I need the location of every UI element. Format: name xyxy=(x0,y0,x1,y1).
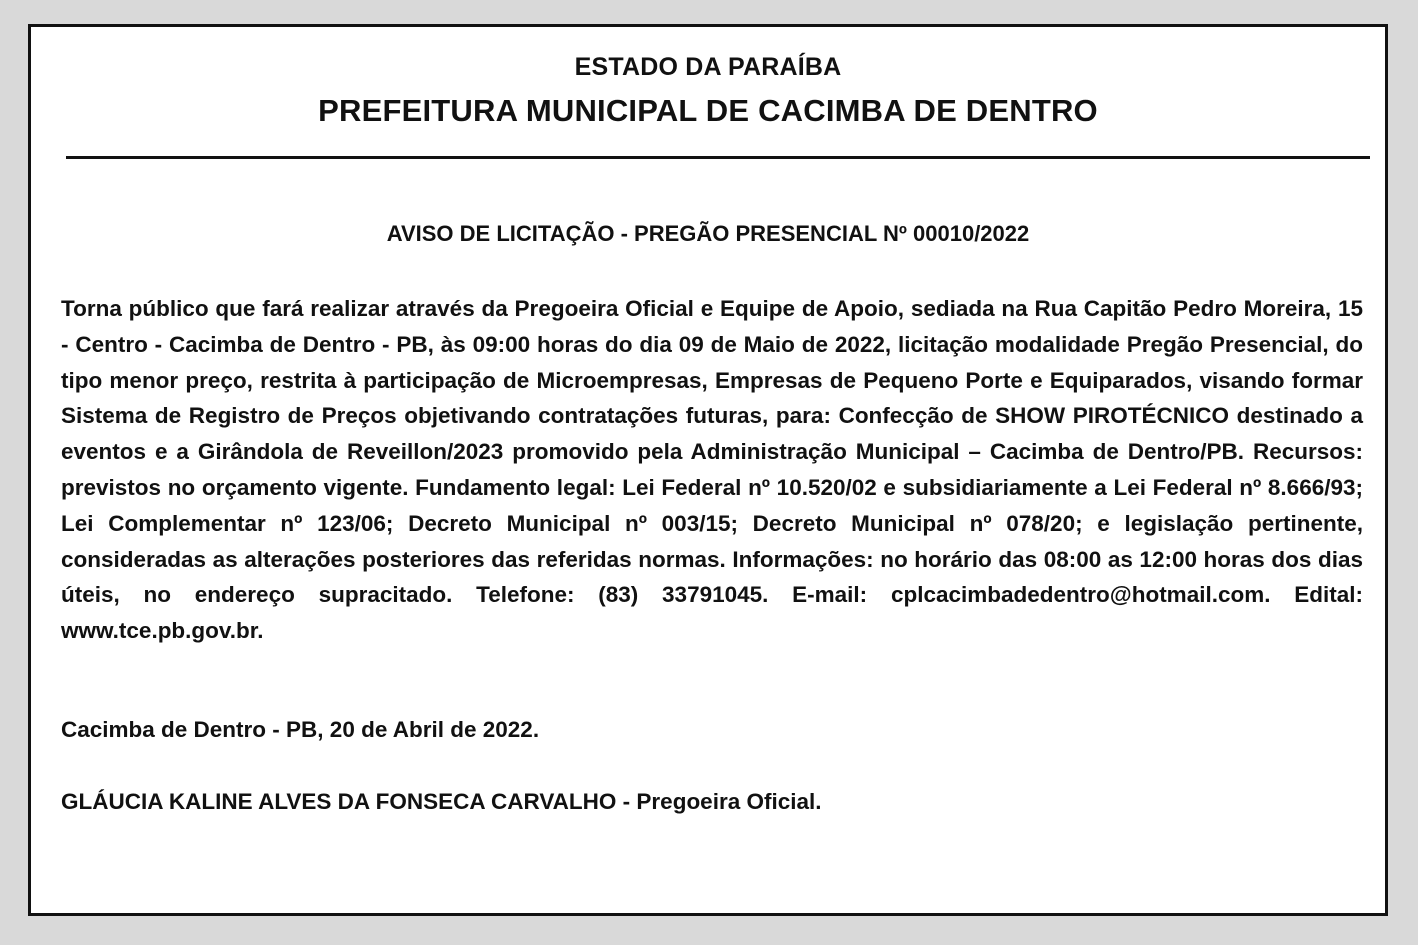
municipality-title: PREFEITURA MUNICIPAL DE CACIMBA DE DENTRO xyxy=(318,93,1098,128)
date-line: Cacimba de Dentro - PB, 20 de Abril de 2022. xyxy=(61,717,540,742)
header-divider xyxy=(66,156,1370,159)
notice-heading: AVISO DE LICITAÇÃO - PREGÃO PRESENCIAL Nº 00010/2022 xyxy=(386,221,1030,246)
notice-body: Torna público que fará realizar através da Pregoeira Oficial e Equipe de Apoio, sediada na Rua Capitão Pedro Moreira, 15 - Centro - Cacimba de Dentro - PB, às 09:00 horas do dia 09 de Maio de 2022, licitação modalidade Pregão Presencial, do tipo menor preço, restrita à participação de Microempresas, Empresas de Pequeno Porte e Equiparados, visando formar Sistema de Registro de Preços objetivando contratações futuras, para: Confecção de SHOW PIROTÉCNICO destinado a eventos e a Girândola de Reveillon/2023 promovido pela Administração Municipal – Cacimba de Dentro/PB. Recursos: previstos no orçamento vigente. Fundamento legal: Lei Federal nº 10.520/02 e subsidiariamente a Lei Federal nº 8.666/93; Lei Complementar nº 123/06; Decreto Municipal nº 003/15; Decreto Municipal nº 078/20; e legislação pertinente, consideradas as alterações posteriores das referidas normas. Informações: no horário das 08:00 as 12:00 horas dos dias úteis, no endereço supracitado. Telefone: (83) 33791045. E-mail: cplcacimbadedentro@hotmail.com. Edital: www.tce.pb.gov.br. xyxy=(61,296,1363,644)
signature-line: GLÁUCIA KALINE ALVES DA FONSECA CARVALHO - Pregoeira Oficial. xyxy=(61,789,822,814)
notice-frame xyxy=(28,24,1388,916)
state-title: ESTADO DA PARAÍBA xyxy=(574,53,842,81)
